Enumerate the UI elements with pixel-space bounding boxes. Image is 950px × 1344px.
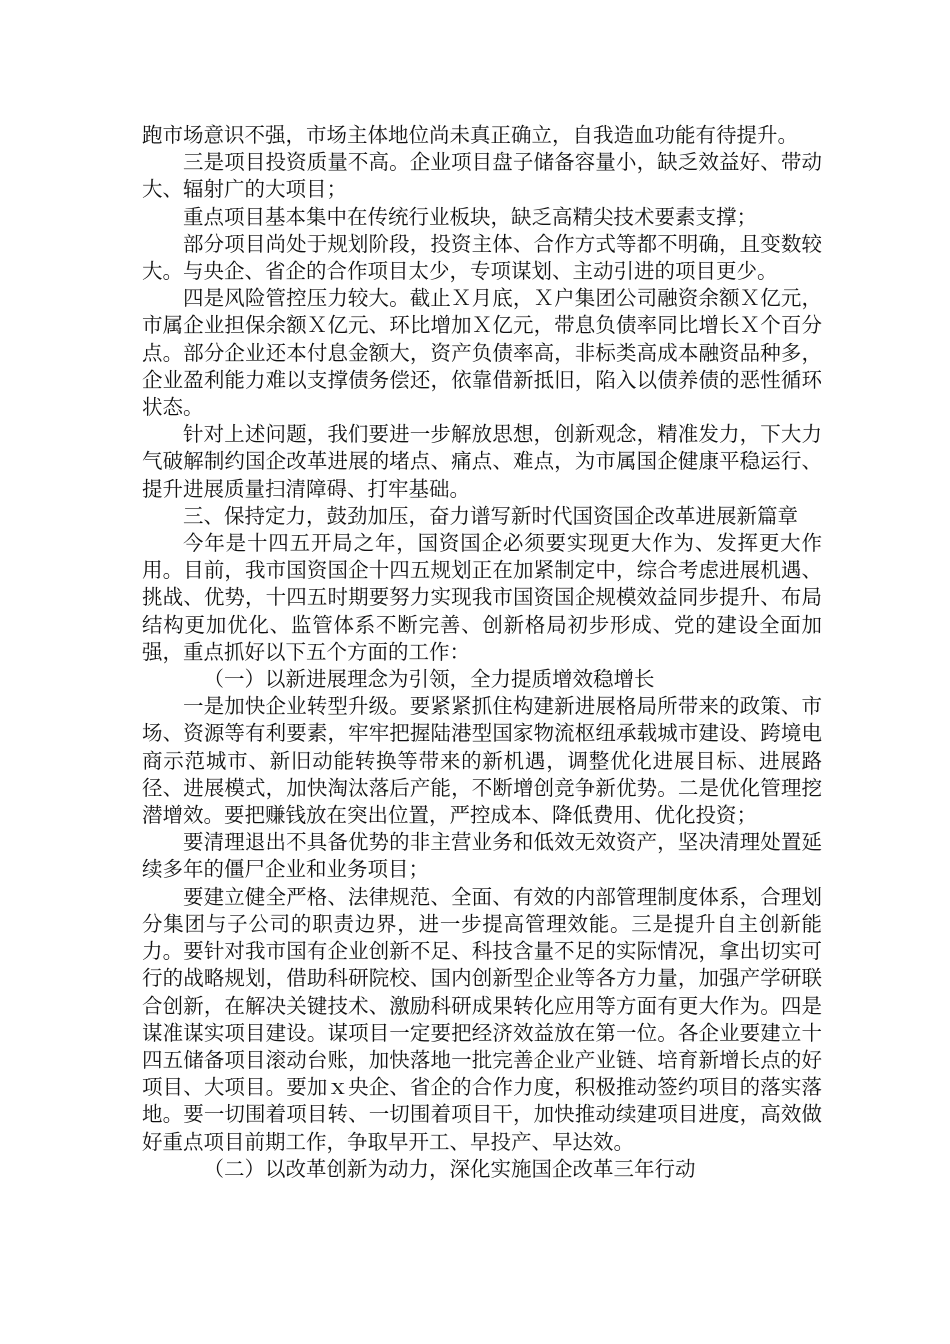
paragraph: 今年是十四五开局之年，国资国企必须要实现更大作为、发挥更大作用。目前，我市国资国企十四五规划正在加紧制定中，综合考虑进展机遇、挑战、优势，十四五时期要努力实现我市国资国企规模效益同步提升、布局结构更加优化、监管体系不断完善、创新格局初步形成、党的建设全面加强，重点抓好以下五个方面的工作： xyxy=(142,531,822,664)
paragraph: 要清理退出不具备优势的非主营业务和低效无效资产，坚决清理处置延续多年的僵尸企业和业务项目； xyxy=(142,830,822,882)
subsection-heading: （一）以新进展理念为引领，全力提质增效稳增长 xyxy=(203,667,655,692)
paragraph: 部分项目尚处于规划阶段，投资主体、合作方式等都不明确，且变数较大。与央企、省企的合作项目太少，专项谋划、主动引进的项目更少。 xyxy=(142,231,822,284)
paragraph: 三是项目投资质量不高。企业项目盘子储备容量小，缺乏效益好、带动大、辐射广的大项目； xyxy=(142,150,822,202)
paragraph: 要建立健全严格、法律规范、全面、有效的内部管理制度体系，合理划分集团与子公司的职责边界，进一步提高管理效能。三是提升自主创新能力。要针对我市国有企业创新不足、科技含量不足的实际情况，拿出切实可行的战略规划，借助科研院校、国内创新型企业等各方力量，加强产学研联合创新，在解决关键技术、激励科研成果转化应用等方面有更大作为。四是谋准谋实项目建设。谋项目一定要把经济效益放在第一位。各企业要建立十四五储备项目滚动台账，加快落地一批完善企业产业链、培育新增长点的好项目、大项目。要加ｘ央企、省企的合作力度，积极推动签约项目的落实落地。要一切围着项目转、一切围着项目干，加快推动续建项目进度，高效做好重点项目前期工作，争取早开工、早投产、早达效。 xyxy=(142,884,822,1154)
paragraph: 针对上述问题，我们要进一步解放思想，创新观念，精准发力，下大力气破解制约国企改革进展的堵点、痛点、难点，为市属国企健康平稳运行、提升进展质量扫清障碍、打牢基础。 xyxy=(142,422,822,501)
subsection-heading: （二）以改革创新为动力，深化实施国企改革三年行动 xyxy=(203,1156,696,1181)
document-body xyxy=(142,122,822,1183)
paragraph: 四是风险管控压力较大。截止Ｘ月底，Ｘ户集团公司融资余额Ｘ亿元，市属企业担保余额Ｘ亿元、环比增加Ｘ亿元，带息负债率同比增长Ｘ个百分点。部分企业还本付息金额大，资产负债率高，非标类高成本融资品种多，企业盈利能力难以支撑债务偿还，依靠借新抵旧，陷入以债养债的恶性循环状态。 xyxy=(142,286,822,420)
paragraph: 重点项目基本集中在传统行业板块，缺乏高精尖技术要素支撑； xyxy=(183,204,757,229)
section-heading: 三、保持定力，鼓劲加压，奋力谱写新时代国资国企改革进展新篇章 xyxy=(183,503,798,528)
paragraph: 跑市场意识不强，市场主体地位尚未真正确立，自我造血功能有待提升。 xyxy=(142,123,798,147)
paragraph: 一是加快企业转型升级。要紧紧抓住构建新进展格局所带来的政策、市场、资源等有利要素，牢牢把握陆港型国家物流枢纽承载城市建设、跨境电商示范城市、新旧动能转换等带来的新机遇，调整优化进展目标、进展路径、进展模式，加快淘汰落后产能，不断增创竞争新优势。二是优化管理挖潜增效。要把赚钱放在突出位置，严控成本、降低费用、优化投资； xyxy=(142,694,822,828)
